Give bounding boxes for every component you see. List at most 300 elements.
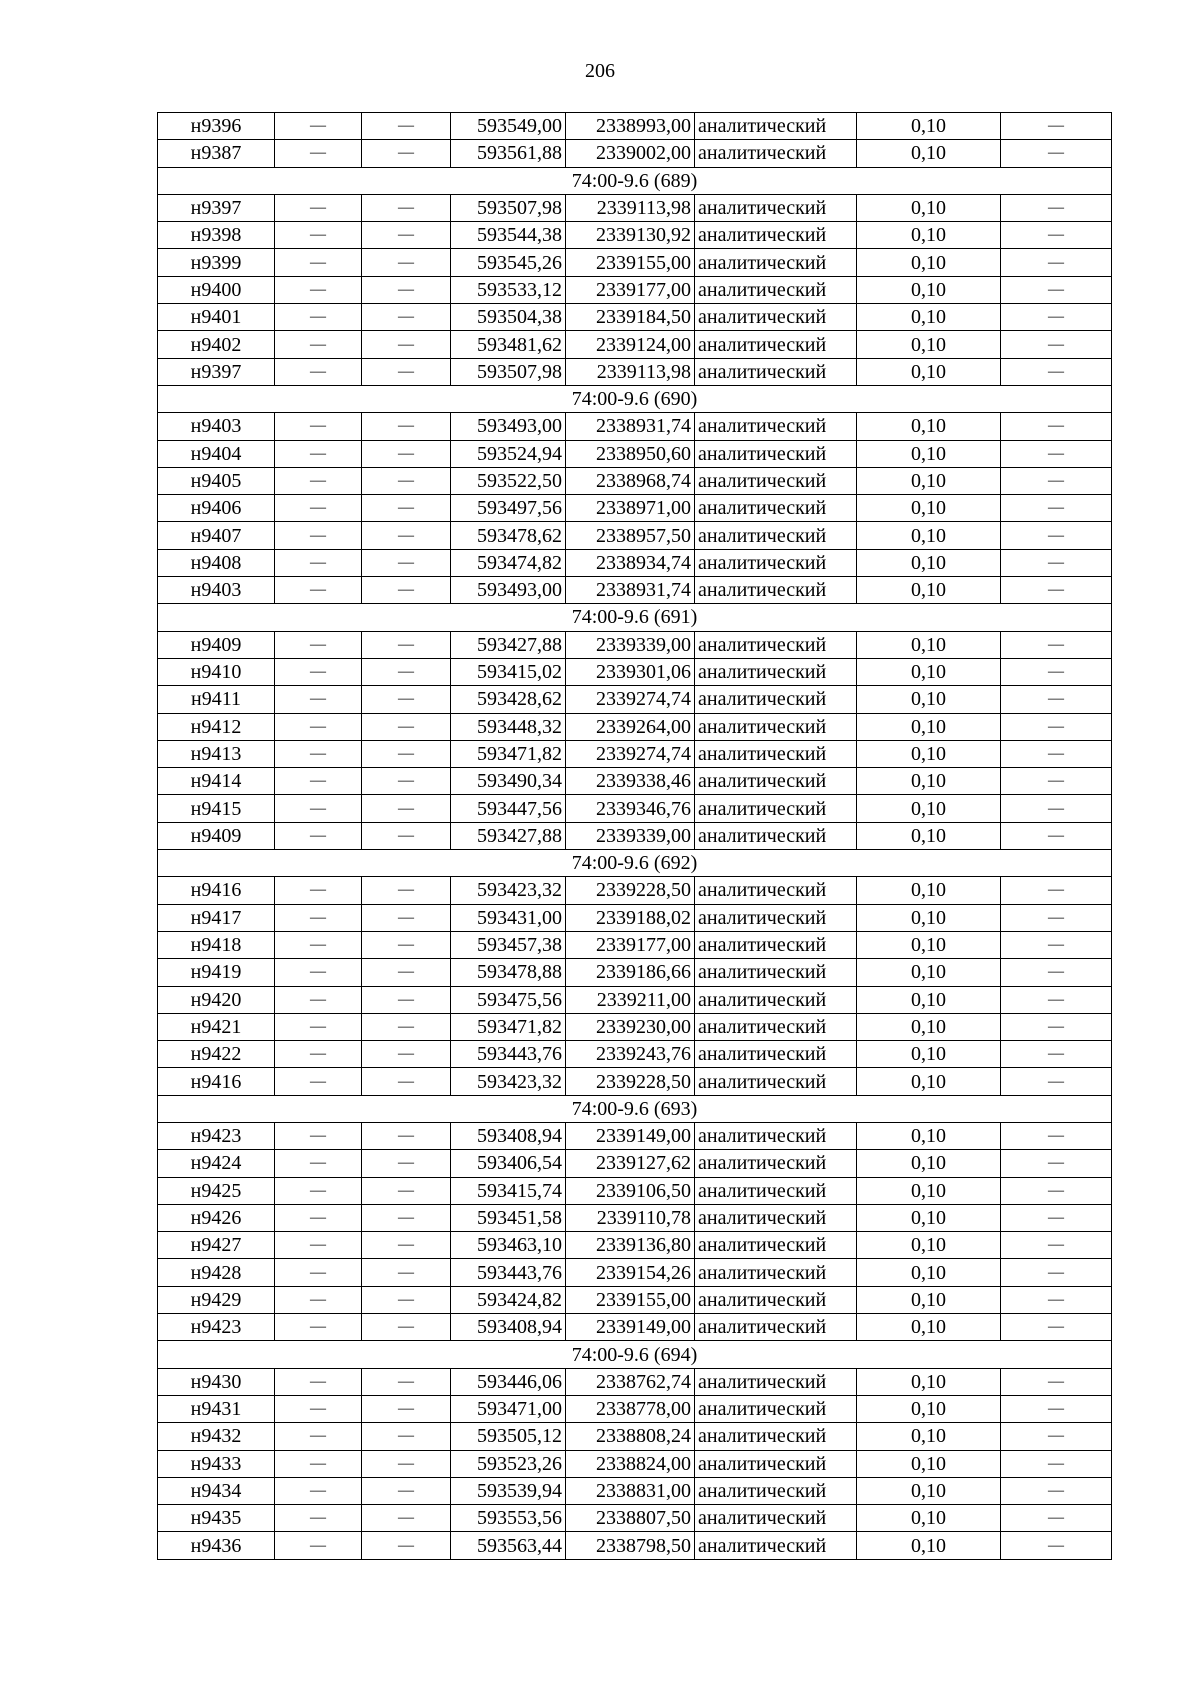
point-name-cell: н9434 [158, 1477, 275, 1504]
empty-dash-cell: — [362, 986, 451, 1013]
empty-dash-cell: — [1001, 1368, 1112, 1395]
y-coordinate-cell: 2339130,92 [566, 222, 695, 249]
accuracy-cell: 0,10 [857, 1395, 1001, 1422]
y-coordinate-cell: 2339155,00 [566, 249, 695, 276]
table-row [158, 467, 1112, 494]
empty-dash-cell: — [275, 413, 362, 440]
x-coordinate-cell: 593539,94 [451, 1477, 566, 1504]
section-title: 74:00-9.6 (692) [158, 850, 1112, 877]
y-coordinate-cell: 2338824,00 [566, 1450, 695, 1477]
accuracy-cell: 0,10 [857, 304, 1001, 331]
point-name-cell: н9396 [158, 113, 275, 140]
point-name-cell: н9403 [158, 413, 275, 440]
empty-dash-cell: — [362, 577, 451, 604]
empty-dash-cell: — [1001, 1041, 1112, 1068]
page-number: 206 [585, 60, 615, 82]
x-coordinate-cell: 593561,88 [451, 140, 566, 167]
empty-dash-cell: — [275, 1177, 362, 1204]
x-coordinate-cell: 593545,26 [451, 249, 566, 276]
point-name-cell: н9423 [158, 1314, 275, 1341]
accuracy-cell: 0,10 [857, 877, 1001, 904]
empty-dash-cell: — [362, 522, 451, 549]
accuracy-cell: 0,10 [857, 686, 1001, 713]
empty-dash-cell: — [275, 1204, 362, 1231]
y-coordinate-cell: 2339002,00 [566, 140, 695, 167]
accuracy-cell: 0,10 [857, 986, 1001, 1013]
empty-dash-cell: — [275, 768, 362, 795]
y-coordinate-cell: 2339188,02 [566, 904, 695, 931]
accuracy-cell: 0,10 [857, 1041, 1001, 1068]
y-coordinate-cell: 2339184,50 [566, 304, 695, 331]
empty-dash-cell: — [275, 249, 362, 276]
y-coordinate-cell: 2339230,00 [566, 1013, 695, 1040]
method-cell: аналитический [695, 658, 857, 685]
empty-dash-cell: — [275, 1041, 362, 1068]
empty-dash-cell: — [275, 1259, 362, 1286]
point-name-cell: н9413 [158, 740, 275, 767]
point-name-cell: н9428 [158, 1259, 275, 1286]
empty-dash-cell: — [362, 1505, 451, 1532]
y-coordinate-cell: 2338993,00 [566, 113, 695, 140]
y-coordinate-cell: 2338762,74 [566, 1368, 695, 1395]
method-cell: аналитический [695, 331, 857, 358]
empty-dash-cell: — [275, 931, 362, 958]
empty-dash-cell: — [1001, 222, 1112, 249]
y-coordinate-cell: 2338807,50 [566, 1505, 695, 1532]
empty-dash-cell: — [1001, 768, 1112, 795]
y-coordinate-cell: 2339124,00 [566, 331, 695, 358]
empty-dash-cell: — [1001, 140, 1112, 167]
accuracy-cell: 0,10 [857, 276, 1001, 303]
empty-dash-cell: — [275, 222, 362, 249]
method-cell: аналитический [695, 1314, 857, 1341]
method-cell: аналитический [695, 1477, 857, 1504]
y-coordinate-cell: 2338808,24 [566, 1423, 695, 1450]
empty-dash-cell: — [275, 276, 362, 303]
y-coordinate-cell: 2338971,00 [566, 495, 695, 522]
empty-dash-cell: — [1001, 713, 1112, 740]
point-name-cell: н9400 [158, 276, 275, 303]
y-coordinate-cell: 2339339,00 [566, 822, 695, 849]
table-row [158, 713, 1112, 740]
y-coordinate-cell: 2339106,50 [566, 1177, 695, 1204]
empty-dash-cell: — [275, 740, 362, 767]
point-name-cell: н9431 [158, 1395, 275, 1422]
y-coordinate-cell: 2339113,98 [566, 358, 695, 385]
empty-dash-cell: — [362, 1368, 451, 1395]
y-coordinate-cell: 2338931,74 [566, 413, 695, 440]
empty-dash-cell: — [1001, 931, 1112, 958]
empty-dash-cell: — [1001, 577, 1112, 604]
empty-dash-cell: — [1001, 1232, 1112, 1259]
point-name-cell: н9397 [158, 194, 275, 221]
empty-dash-cell: — [362, 686, 451, 713]
x-coordinate-cell: 593544,38 [451, 222, 566, 249]
point-name-cell: н9407 [158, 522, 275, 549]
method-cell: аналитический [695, 549, 857, 576]
empty-dash-cell: — [362, 113, 451, 140]
empty-dash-cell: — [362, 1259, 451, 1286]
table-row [158, 986, 1112, 1013]
empty-dash-cell: — [275, 822, 362, 849]
point-name-cell: н9417 [158, 904, 275, 931]
x-coordinate-cell: 593427,88 [451, 822, 566, 849]
empty-dash-cell: — [275, 140, 362, 167]
x-coordinate-cell: 593478,88 [451, 959, 566, 986]
empty-dash-cell: — [362, 1068, 451, 1095]
empty-dash-cell: — [362, 467, 451, 494]
table-row [158, 522, 1112, 549]
x-coordinate-cell: 593497,56 [451, 495, 566, 522]
empty-dash-cell: — [275, 795, 362, 822]
table-row [158, 1068, 1112, 1095]
accuracy-cell: 0,10 [857, 331, 1001, 358]
y-coordinate-cell: 2338931,74 [566, 577, 695, 604]
table-row [158, 768, 1112, 795]
x-coordinate-cell: 593463,10 [451, 1232, 566, 1259]
empty-dash-cell: — [275, 1450, 362, 1477]
y-coordinate-cell: 2339127,62 [566, 1150, 695, 1177]
empty-dash-cell: — [275, 686, 362, 713]
empty-dash-cell: — [275, 522, 362, 549]
x-coordinate-cell: 593448,32 [451, 713, 566, 740]
empty-dash-cell: — [362, 440, 451, 467]
method-cell: аналитический [695, 1450, 857, 1477]
method-cell: аналитический [695, 986, 857, 1013]
x-coordinate-cell: 593507,98 [451, 358, 566, 385]
empty-dash-cell: — [275, 440, 362, 467]
coordinates-table [157, 112, 1112, 1560]
table-row [158, 877, 1112, 904]
method-cell: аналитический [695, 113, 857, 140]
y-coordinate-cell: 2338831,00 [566, 1477, 695, 1504]
empty-dash-cell: — [275, 1532, 362, 1559]
x-coordinate-cell: 593415,74 [451, 1177, 566, 1204]
accuracy-cell: 0,10 [857, 822, 1001, 849]
empty-dash-cell: — [275, 358, 362, 385]
empty-dash-cell: — [275, 1122, 362, 1149]
point-name-cell: н9401 [158, 304, 275, 331]
point-name-cell: н9399 [158, 249, 275, 276]
section-header-row [158, 850, 1112, 877]
accuracy-cell: 0,10 [857, 194, 1001, 221]
x-coordinate-cell: 593415,02 [451, 658, 566, 685]
y-coordinate-cell: 2338968,74 [566, 467, 695, 494]
empty-dash-cell: — [362, 795, 451, 822]
empty-dash-cell: — [362, 222, 451, 249]
empty-dash-cell: — [1001, 1286, 1112, 1313]
table-row [158, 1232, 1112, 1259]
x-coordinate-cell: 593427,88 [451, 631, 566, 658]
point-name-cell: н9418 [158, 931, 275, 958]
accuracy-cell: 0,10 [857, 1204, 1001, 1231]
x-coordinate-cell: 593504,38 [451, 304, 566, 331]
empty-dash-cell: — [1001, 1450, 1112, 1477]
method-cell: аналитический [695, 1232, 857, 1259]
accuracy-cell: 0,10 [857, 440, 1001, 467]
point-name-cell: н9410 [158, 658, 275, 685]
method-cell: аналитический [695, 713, 857, 740]
x-coordinate-cell: 593451,58 [451, 1204, 566, 1231]
section-header-row [158, 385, 1112, 412]
empty-dash-cell: — [362, 631, 451, 658]
empty-dash-cell: — [1001, 1150, 1112, 1177]
empty-dash-cell: — [362, 1041, 451, 1068]
empty-dash-cell: — [275, 1150, 362, 1177]
method-cell: аналитический [695, 495, 857, 522]
accuracy-cell: 0,10 [857, 249, 1001, 276]
section-header-row [158, 1095, 1112, 1122]
point-name-cell: н9429 [158, 1286, 275, 1313]
empty-dash-cell: — [275, 331, 362, 358]
x-coordinate-cell: 593493,00 [451, 413, 566, 440]
table-row [158, 1259, 1112, 1286]
y-coordinate-cell: 2339110,78 [566, 1204, 695, 1231]
x-coordinate-cell: 593490,34 [451, 768, 566, 795]
table-row [158, 1150, 1112, 1177]
accuracy-cell: 0,10 [857, 1013, 1001, 1040]
method-cell: аналитический [695, 1150, 857, 1177]
table-row [158, 1450, 1112, 1477]
y-coordinate-cell: 2339274,74 [566, 740, 695, 767]
y-coordinate-cell: 2339136,80 [566, 1232, 695, 1259]
empty-dash-cell: — [1001, 522, 1112, 549]
empty-dash-cell: — [362, 740, 451, 767]
table-row [158, 1532, 1112, 1559]
accuracy-cell: 0,10 [857, 1477, 1001, 1504]
table-row [158, 1368, 1112, 1395]
point-name-cell: н9398 [158, 222, 275, 249]
accuracy-cell: 0,10 [857, 740, 1001, 767]
x-coordinate-cell: 593481,62 [451, 331, 566, 358]
empty-dash-cell: — [362, 276, 451, 303]
empty-dash-cell: — [275, 1314, 362, 1341]
accuracy-cell: 0,10 [857, 1368, 1001, 1395]
method-cell: аналитический [695, 1177, 857, 1204]
table-row [158, 140, 1112, 167]
empty-dash-cell: — [1001, 1177, 1112, 1204]
accuracy-cell: 0,10 [857, 959, 1001, 986]
x-coordinate-cell: 593446,06 [451, 1368, 566, 1395]
point-name-cell: н9408 [158, 549, 275, 576]
section-title: 74:00-9.6 (689) [158, 167, 1112, 194]
table-row [158, 1505, 1112, 1532]
empty-dash-cell: — [275, 495, 362, 522]
empty-dash-cell: — [362, 1122, 451, 1149]
empty-dash-cell: — [362, 1232, 451, 1259]
y-coordinate-cell: 2339186,66 [566, 959, 695, 986]
method-cell: аналитический [695, 1505, 857, 1532]
empty-dash-cell: — [275, 713, 362, 740]
table-row [158, 1013, 1112, 1040]
point-name-cell: н9411 [158, 686, 275, 713]
accuracy-cell: 0,10 [857, 467, 1001, 494]
empty-dash-cell: — [362, 413, 451, 440]
point-name-cell: н9406 [158, 495, 275, 522]
empty-dash-cell: — [1001, 1204, 1112, 1231]
y-coordinate-cell: 2339228,50 [566, 877, 695, 904]
y-coordinate-cell: 2339177,00 [566, 931, 695, 958]
method-cell: аналитический [695, 1532, 857, 1559]
empty-dash-cell: — [362, 959, 451, 986]
point-name-cell: н9414 [158, 768, 275, 795]
empty-dash-cell: — [275, 1423, 362, 1450]
table-row [158, 740, 1112, 767]
point-name-cell: н9424 [158, 1150, 275, 1177]
section-title: 74:00-9.6 (694) [158, 1341, 1112, 1368]
empty-dash-cell: — [362, 1477, 451, 1504]
y-coordinate-cell: 2339149,00 [566, 1314, 695, 1341]
table-row [158, 1041, 1112, 1068]
empty-dash-cell: — [1001, 1068, 1112, 1095]
y-coordinate-cell: 2339149,00 [566, 1122, 695, 1149]
empty-dash-cell: — [1001, 304, 1112, 331]
x-coordinate-cell: 593507,98 [451, 194, 566, 221]
section-title: 74:00-9.6 (691) [158, 604, 1112, 631]
empty-dash-cell: — [1001, 986, 1112, 1013]
x-coordinate-cell: 593478,62 [451, 522, 566, 549]
x-coordinate-cell: 593524,94 [451, 440, 566, 467]
empty-dash-cell: — [1001, 877, 1112, 904]
method-cell: аналитический [695, 276, 857, 303]
x-coordinate-cell: 593471,82 [451, 1013, 566, 1040]
empty-dash-cell: — [362, 495, 451, 522]
empty-dash-cell: — [1001, 1013, 1112, 1040]
accuracy-cell: 0,10 [857, 1259, 1001, 1286]
table-row [158, 194, 1112, 221]
empty-dash-cell: — [1001, 194, 1112, 221]
x-coordinate-cell: 593533,12 [451, 276, 566, 303]
point-name-cell: н9423 [158, 1122, 275, 1149]
point-name-cell: н9426 [158, 1204, 275, 1231]
empty-dash-cell: — [275, 1395, 362, 1422]
empty-dash-cell: — [275, 658, 362, 685]
x-coordinate-cell: 593553,56 [451, 1505, 566, 1532]
empty-dash-cell: — [362, 768, 451, 795]
method-cell: аналитический [695, 931, 857, 958]
y-coordinate-cell: 2338957,50 [566, 522, 695, 549]
x-coordinate-cell: 593408,94 [451, 1122, 566, 1149]
empty-dash-cell: — [362, 1013, 451, 1040]
accuracy-cell: 0,10 [857, 658, 1001, 685]
method-cell: аналитический [695, 768, 857, 795]
accuracy-cell: 0,10 [857, 113, 1001, 140]
table-row [158, 931, 1112, 958]
empty-dash-cell: — [1001, 358, 1112, 385]
method-cell: аналитический [695, 140, 857, 167]
empty-dash-cell: — [1001, 331, 1112, 358]
point-name-cell: н9430 [158, 1368, 275, 1395]
empty-dash-cell: — [1001, 795, 1112, 822]
method-cell: аналитический [695, 686, 857, 713]
accuracy-cell: 0,10 [857, 1532, 1001, 1559]
empty-dash-cell: — [1001, 959, 1112, 986]
empty-dash-cell: — [1001, 1259, 1112, 1286]
table-row [158, 113, 1112, 140]
x-coordinate-cell: 593408,94 [451, 1314, 566, 1341]
empty-dash-cell: — [1001, 440, 1112, 467]
method-cell: аналитический [695, 877, 857, 904]
empty-dash-cell: — [1001, 686, 1112, 713]
point-name-cell: н9432 [158, 1423, 275, 1450]
empty-dash-cell: — [275, 1232, 362, 1259]
x-coordinate-cell: 593505,12 [451, 1423, 566, 1450]
empty-dash-cell: — [275, 467, 362, 494]
x-coordinate-cell: 593471,00 [451, 1395, 566, 1422]
empty-dash-cell: — [362, 1450, 451, 1477]
empty-dash-cell: — [1001, 549, 1112, 576]
point-name-cell: н9404 [158, 440, 275, 467]
method-cell: аналитический [695, 904, 857, 931]
accuracy-cell: 0,10 [857, 1505, 1001, 1532]
accuracy-cell: 0,10 [857, 631, 1001, 658]
accuracy-cell: 0,10 [857, 1314, 1001, 1341]
x-coordinate-cell: 593406,54 [451, 1150, 566, 1177]
table-row [158, 1177, 1112, 1204]
table-row [158, 904, 1112, 931]
empty-dash-cell: — [362, 904, 451, 931]
method-cell: аналитический [695, 1013, 857, 1040]
method-cell: аналитический [695, 740, 857, 767]
empty-dash-cell: — [275, 1068, 362, 1095]
empty-dash-cell: — [362, 304, 451, 331]
accuracy-cell: 0,10 [857, 140, 1001, 167]
table-row [158, 304, 1112, 331]
point-name-cell: н9387 [158, 140, 275, 167]
empty-dash-cell: — [1001, 1423, 1112, 1450]
method-cell: аналитический [695, 249, 857, 276]
table-row [158, 1314, 1112, 1341]
table-row [158, 495, 1112, 522]
empty-dash-cell: — [1001, 113, 1112, 140]
table-row [158, 631, 1112, 658]
table-row [158, 577, 1112, 604]
empty-dash-cell: — [362, 549, 451, 576]
empty-dash-cell: — [362, 1532, 451, 1559]
method-cell: аналитический [695, 1204, 857, 1231]
empty-dash-cell: — [362, 1314, 451, 1341]
method-cell: аналитический [695, 1122, 857, 1149]
y-coordinate-cell: 2339243,76 [566, 1041, 695, 1068]
point-name-cell: н9436 [158, 1532, 275, 1559]
method-cell: аналитический [695, 440, 857, 467]
accuracy-cell: 0,10 [857, 1150, 1001, 1177]
empty-dash-cell: — [1001, 658, 1112, 685]
table-row [158, 331, 1112, 358]
y-coordinate-cell: 2338934,74 [566, 549, 695, 576]
empty-dash-cell: — [1001, 1505, 1112, 1532]
table-row [158, 1423, 1112, 1450]
method-cell: аналитический [695, 413, 857, 440]
empty-dash-cell: — [362, 822, 451, 849]
x-coordinate-cell: 593423,32 [451, 877, 566, 904]
empty-dash-cell: — [1001, 904, 1112, 931]
y-coordinate-cell: 2338950,60 [566, 440, 695, 467]
empty-dash-cell: — [275, 1013, 362, 1040]
section-header-row [158, 167, 1112, 194]
empty-dash-cell: — [275, 877, 362, 904]
point-name-cell: н9403 [158, 577, 275, 604]
y-coordinate-cell: 2339274,74 [566, 686, 695, 713]
point-name-cell: н9421 [158, 1013, 275, 1040]
point-name-cell: н9397 [158, 358, 275, 385]
table-row [158, 249, 1112, 276]
y-coordinate-cell: 2339339,00 [566, 631, 695, 658]
table-row [158, 658, 1112, 685]
method-cell: аналитический [695, 194, 857, 221]
empty-dash-cell: — [1001, 413, 1112, 440]
empty-dash-cell: — [1001, 1395, 1112, 1422]
